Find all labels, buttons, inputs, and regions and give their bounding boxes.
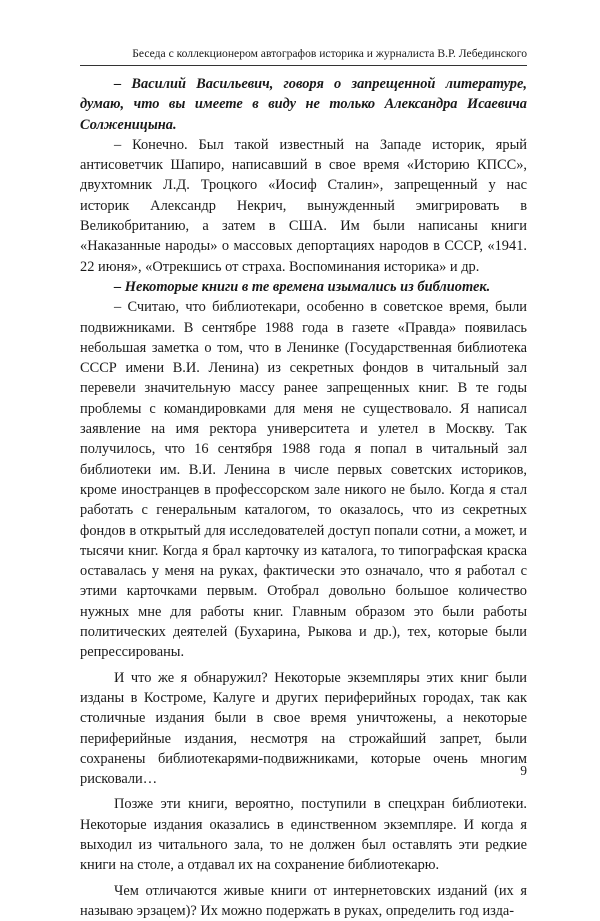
answer-paragraph-3: И что же я обнаружил? Некоторые экземпляры этих книг были изданы в Костроме, Калуге и других периферийных городах, так как столичные издания были в свое время уничтожены, а некоторые периферийные издания, несмотря на строжайший запрет, были сохранены библиотекарями-подвижниками, которые очень многим рисковали… <box>80 669 527 788</box>
answer-paragraph-1: – Конечно. Был такой известный на Западе историк, ярый антисоветчик Шапиро, написавший в свое время «Историю КПСС», двухтомник Л.Д. Троцкого «Иосиф Сталин», запрещенный у нас историк Александр Некрич, вынужденный эмигрировать в Великобританию, а затем в США. Им были написаны книги «Наказанные народы» о массовых депортациях народов в СССР, «1941. 22 июня», «Отрекшись от страха. Воспоминания историка» и др. <box>80 136 527 275</box>
answer-paragraph-2: – Считаю, что библиотекари, особенно в советское время, были подвижниками. В сентябре 1988 года в газете «Правда» появилась небольшая заметка о том, что в Ленинке (Государственная библиотека СССР имени В.И. Ленина) из секретных фондов в читальный зал перевели значительную массу ранее запрещенных книг. В те годы проблемы с командировками для меня не существовало. Я написал заявление на имя ректора университета и улетел в Москву. Так получилось, что 16 сентября 1988 года я попал в читальный зал библиотеки им. В.И. Ленина в числе первых советских историков, кроме иностранцев в профессорском зале никого не было. Когда я стал работать с генеральным каталогом, то оказалось, что из секретных фондов в открытый для исследователей доступ попали сотни, а может, и тысячи книг. Когда я брал карточку из каталога, то типографская краска оставалась у меня на руках, фактически это означало, что я работал с этими карточками первым. Отобрал довольно большое количество нужных мне для работы книг. Главным образом это были работы политических деятелей (Бухарина, Рыкова и др.), тех, которые были репрессированы. <box>80 299 527 661</box>
page-number: 9 <box>520 763 527 778</box>
answer-paragraph-5: Чем отличаются живые книги от интернетовских изданий (их я называю эрзацем)? Их можно подержать в руках, определить год изда- <box>80 882 527 919</box>
interviewer-question-2: – Некоторые книги в те времена изымались из библиотек. <box>114 278 491 295</box>
running-title: Беседа с коллекционером автографов историка и журналиста В.Р. Лебединского <box>132 47 527 60</box>
header-rule <box>80 65 527 66</box>
body-text <box>80 74 527 921</box>
interviewer-question-1: – Василий Васильевич, говоря о запрещенной литературе, думаю, что вы имеете в виду не только Александра Исаевича Солженицына. <box>80 76 527 133</box>
answer-paragraph-4: Позже эти книги, вероятно, поступили в спецхран библиотеки. Некоторые издания оказались в единственном экземпляре. И когда я выходил из читального зала, то не должен был оставлять эти редкие книги на столе, а отдавал их на сохранение библиотекарю. <box>80 796 527 874</box>
